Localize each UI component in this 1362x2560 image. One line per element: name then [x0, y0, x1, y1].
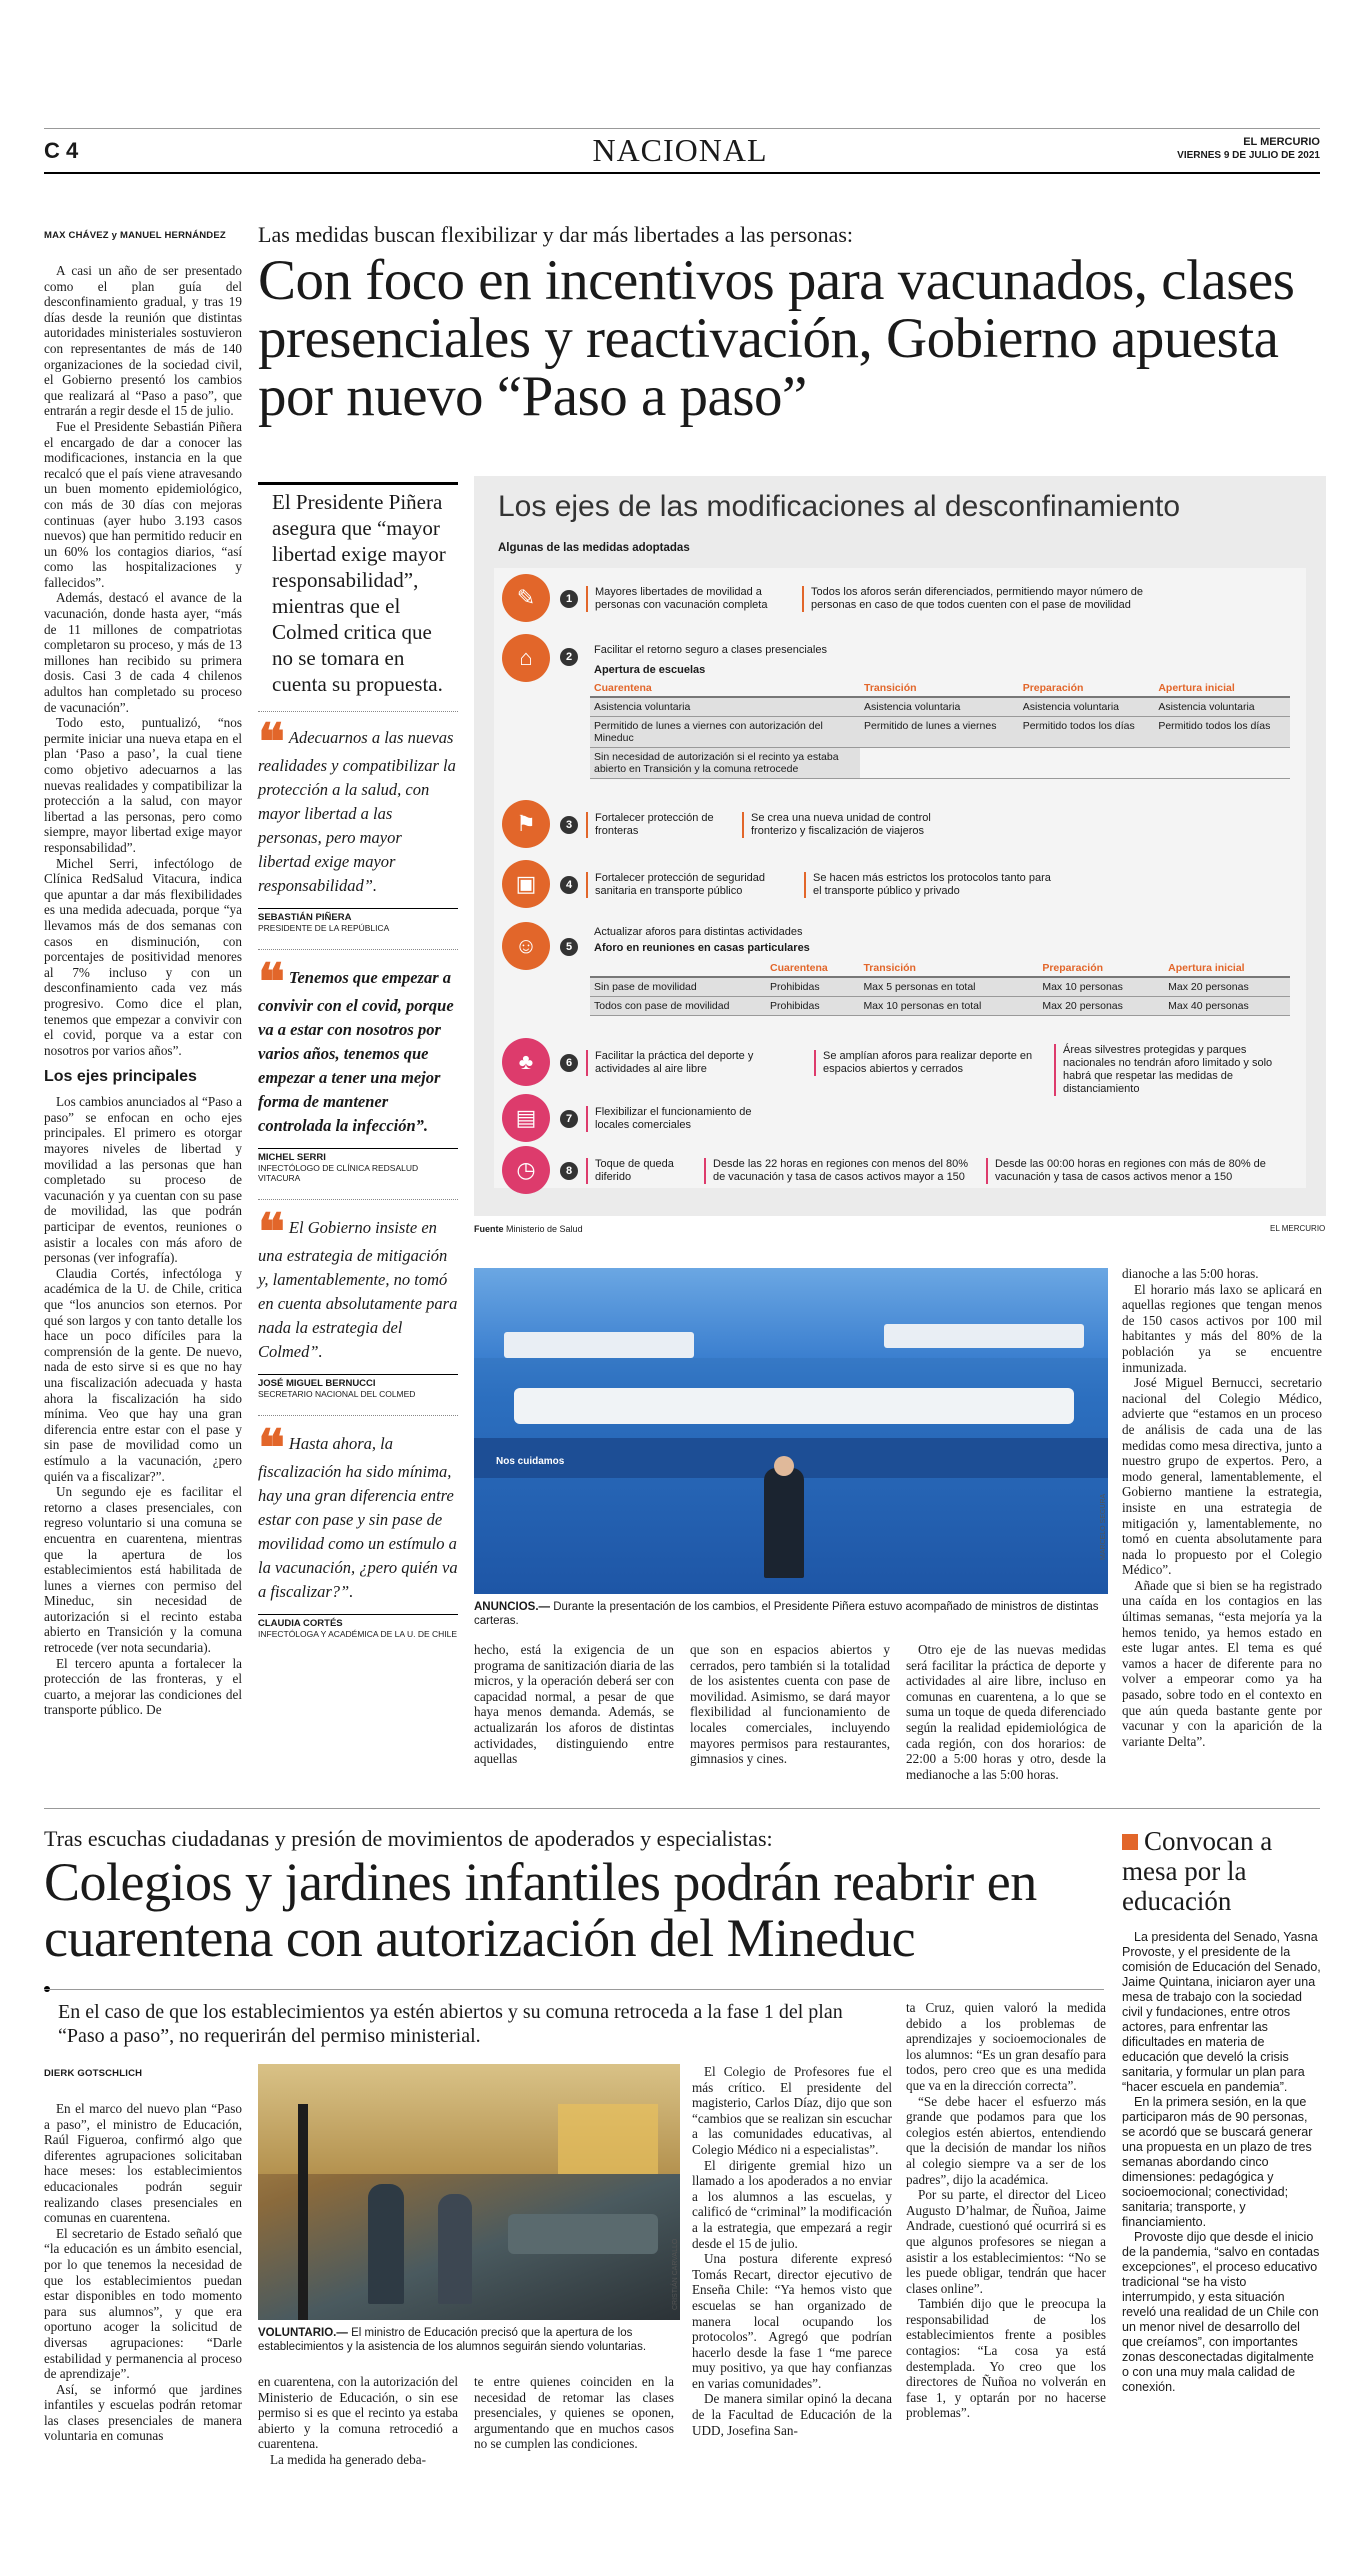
bus-icon: ▣	[502, 860, 550, 908]
sidebar-title	[1122, 1826, 1322, 1916]
paragraph: ta Cruz, quien valoró la medida debido a los problemas de aprendizajes y socioemocionales de los alumnos: “Es un gran desafío para todos, pero creo que es una medida que va en la dirección correcta”.	[906, 2000, 1106, 2093]
paragraph: Provoste dijo que desde el inicio de la pandemia, “salvo en contadas excepciones”, el proceso educativo tradicional “se ha visto interrumpido, y esta situación reveló una realidad de un Chile con un menor nivel de desarrollo del que creíamos”, con importantes zonas desconectadas digitalmente o con una muy mala calidad de conexión.	[1122, 2230, 1320, 2394]
quote-1	[258, 714, 458, 933]
caption-label: VOLUNTARIO.—	[258, 2327, 348, 2339]
caption-text: Durante la presentación de los cambios, el Presidente Piñera estuvo acompañado de ministros de distintas carteras.	[474, 1601, 1099, 1627]
quote-name: JOSÉ MIGUEL BERNUCCI	[258, 1374, 458, 1389]
school-photo	[258, 2064, 680, 2320]
photo-caption	[474, 1600, 1108, 1628]
infographic-brand: EL MERCURIO	[1270, 1224, 1326, 1233]
item-1-detail: Todos los aforos serán diferenciados, permitiendo mayor número de personas en caso de que todos cuenten con el pase de movilidad	[802, 586, 1172, 612]
clock-icon: ◷	[502, 1146, 550, 1194]
border-icon: ⚑	[502, 800, 550, 848]
item-8-measure: Toque de queda diferido	[586, 1158, 696, 1184]
item-4-detail: Se hacen más estrictos los protocolos tanto para el transporte público y privado	[804, 872, 1054, 898]
paper-name: EL MERCURIO	[1243, 136, 1320, 148]
schools-table: Cuarentena Transición Preparación Apertura inicial Asistencia voluntaria Asistencia voluntaria Asistencia voluntaria Asistencia voluntaria Permitido de lunes a viernes con autorización del Mineduc Permitido de lunes a viernes Permitido todos los días Permitido todos los días Sin necesidad de autorización si el recinto ya estaba abierto en Transición y la comuna retrocede	[590, 680, 1290, 779]
paragraph: También dijo que le preocupa la responsabilidad de los establecimientos frente a posibles contagios: “La cosa ya está destemplada. Yo creo que los directores de Ñuñoa no volverán en fase 1, y optarán por no hacerse problemas”.	[906, 2296, 1106, 2421]
paragraph: “Se debe hacer el esfuerzo más grande que podamos para que los colegios estén abiertos, entendiendo que la decisión de mandar los niños al colegio siempre va a ser de los padres”, dijo la académica.	[906, 2093, 1106, 2187]
paragraph: dianoche a las 5:00 horas.	[1122, 1266, 1259, 1281]
deck-text: El Presidente Piñera asegura que “mayor libertad exige mayor responsabilidad”, mientras que el Colmed critica que no se tomara en cuenta su propuesta.	[272, 490, 446, 696]
bottom-kicker: Tras escuchas ciudadanas y presión de movimientos de apoderados y especialistas:	[44, 1826, 773, 1851]
item-8-extra: Desde las 00:00 horas en regiones con más de 80% de vacunación y tasa de casos activos menor a 150	[986, 1158, 1286, 1184]
paragraph: El Colegio de Profesores fue el más crítico. El presidente del magisterio, Carlos Díaz, dijo que son “cambios que se realizan sin escuchar a las comunidades educativas, al Colegio Médico ni a especialistas”.	[692, 2064, 892, 2157]
sidebar-body	[1122, 1930, 1322, 2395]
item-6-extra: Áreas silvestres protegidas y parques nacionales no tendrán aforo limitado y solo habrá que respetar las medidas de distanciamiento	[1054, 1044, 1299, 1096]
page-number: C 4	[44, 138, 79, 163]
item-5-measure: Actualizar aforos para distintas actividades	[594, 926, 803, 938]
quote-name: CLAUDIA CORTÉS	[258, 1614, 458, 1629]
bottom-col-2a	[258, 2374, 458, 2468]
quote-text: Tenemos que empezar a convivir con el covid, porque va a estar con nosotros por varios años, tenemos que empezar a tener una mejor forma de mantener controlada la infección”.	[258, 968, 454, 1135]
bottom-headline: Colegios y jardines infantiles podrán reabrir en cuarentena con autorización del Mineduc	[44, 1852, 1037, 1968]
trees-icon: ♣	[502, 1038, 550, 1086]
school-photo-caption	[258, 2326, 680, 2354]
quote-mark-icon: ❝	[258, 954, 285, 1010]
bottom-col-1	[44, 2068, 242, 2444]
syringe-icon: ✎	[502, 574, 550, 622]
paragraph: te entre quienes coinciden en la necesidad de retomar las clases presenciales, y quienes se oponen, argumentando que en muchos casos no se cumplen las condiciones.	[474, 2374, 674, 2452]
subhead: Los ejes principales	[44, 1068, 197, 1086]
paragraph: José Miguel Bernucci, secretario nacional del Colegio Médico, advierte que “estamos en un proceso de análisis de cada una de las medidas como mesa directiva, junto a nuestro grupo de expertos. Pero, a modo general, lamentablemente, el Gobierno mantiene la estrategia, insiste en una estrategia de mitigación y, lamentablemente, no tomó en cuenta absolutamente para nada lo propuesto por el Colegio Médico”.	[1122, 1375, 1322, 1578]
item-1-measure: Mayores libertades de movilidad a personas con vacunación completa	[586, 586, 796, 612]
item-5-detail: Aforo en reuniones en casas particulares	[594, 942, 810, 954]
quote-mark-icon: ❝	[258, 1420, 285, 1476]
paragraph: En la primera sesión, en la que participaron más de 90 personas, se acordó que se buscará generar una propuesta en un plazo de tres semanas abordando cinco dimensiones: pedagógica y socioemocional; conectividad; sanitaria; transporte, y financiamiento.	[1122, 2095, 1313, 2229]
sidebar-title-text: Convocan a mesa por la educación	[1122, 1826, 1273, 1916]
infographic: Los ejes de las modificaciones al desconfinamiento Algunas de las medidas adoptadas ✎ 1 Mayores libertades de movilidad a personas con vacunación completa Todos los aforos serán diferenciados, permitiendo mayor número de personas en caso de que todos cuenten con el pase de movilidad ⌂ 2 Facilitar el retorno seguro a clases presenciales Apertura de escuelas Cuarentena Transición Preparación Apertura inicial Asistencia voluntaria Asistencia voluntaria Asistencia voluntaria Asistencia voluntaria Permitido de lunes a viernes con autorización del Mineduc Permitido de lunes a viernes Permitido todos los días Permitido todos los días Sin necesidad de autorización si el recinto ya estaba abierto en Transición y la comuna retrocede ⚑ 3 Fortalecer protección de fronteras Se crea una nueva unidad de control fronterizo y fiscalización de viajeros ▣ 4 Fortalecer protección de seguridad sanitaria en transporte público Se hacen más estrictos los protocolos tanto para el transporte público y privado ☺ 5 Actualizar aforos para distintas actividades Aforo en reuniones en casas particulares Cuarentena Transición Preparación Apertura inicial Sin pase de movilidad Prohibidas Max 5 personas en total Max 10 personas Max 20 personas Todos con pase de movilidad Prohibidas Max 10 personas en total Max 20 personas Max 40 personas ♣ 6 Facilitar la práctica del deporte y actividades al aire libre Se amplían aforos para realizar deporte en espacios abiertos y cerrados Áreas silvestres protegidas y parques nacionales no tendrán aforo limitado y solo habrá que respetar las medidas de distanciamiento ▤ 7 Flexibilizar el funcionamiento de locales comerciales ◷ 8 Toque de queda diferido Desde las 22 horas en regiones con menos del 80% de vacunación y tasa de casos activos mayor a 150 Desde las 00:00 horas en regiones con más de 80% de vacunación y tasa de casos activos menor a 150	[474, 476, 1326, 1216]
item-7-measure: Flexibilizar el funcionamiento de locales comerciales	[586, 1106, 786, 1132]
bottom-col-4	[906, 2000, 1106, 2421]
item-2-measure: Facilitar el retorno seguro a clases presenciales	[594, 644, 827, 656]
paragraph: El horario más laxo se aplicará en aquellas regiones que tengan menos de 150 casos activos por 100 mil habitantes y más del 80% de la población ya se encuentre inmunizada.	[1122, 1281, 1322, 1375]
quote-text: Hasta ahora, la fiscalización ha sido mínima, hay una gran diferencia entre estar con pase y sin pase de movilidad como un estímulo a la vacunación, ¿pero quién va a fiscalizar?”.	[258, 1434, 458, 1601]
item-2-detail: Apertura de escuelas	[594, 664, 706, 676]
paragraph: A casi un año de ser presentado como el plan guía del desconfinamiento gradual, y tras 19 días desde la reunión que distintas autoridades ministeriales sostuvieron con representantes de más de 140 organizaciones de la sociedad civil, el Gobierno presentó los cambios que realizará al “Paso a paso”, que entrarán a regir desde el 15 de julio.	[44, 263, 242, 419]
quote-4	[258, 1420, 458, 1639]
shop-icon: ▤	[502, 1094, 550, 1142]
quote-text: Adecuarnos a las nuevas realidades y compatibilizar la protección a la salud, con mayor libertad a las personas, pero mayor libertad exige mayor responsabilidad”.	[258, 728, 456, 895]
people-icon: ☺	[502, 922, 550, 970]
top-col-1	[44, 230, 242, 1718]
item-6-measure: Facilitar la práctica del deporte y actividades al aire libre	[586, 1050, 806, 1076]
quote-text: El Gobierno insiste en una estrategia de mitigación y, lamentablemente, no tomó en cuenta absolutamente para nada la estrategia del Colmed”.	[258, 1218, 458, 1361]
section-title: NACIONAL	[592, 132, 768, 168]
quote-role: INFECTÓLOGA Y ACADÉMICA DE LA U. DE CHILE	[258, 1629, 458, 1639]
paragraph: De manera similar opinó la decana de la Facultad de Educación de la UDD, Josefina San-	[692, 2391, 892, 2438]
top-byline: MAX CHÁVEZ y MANUEL HERNÁNDEZ	[44, 230, 226, 241]
sidebar-box	[1122, 1826, 1322, 2395]
item-3-measure: Fortalecer protección de fronteras	[586, 812, 726, 838]
caption-text: El ministro de Educación precisó que la apertura de los establecimientos y la asistencia de los alumnos seguirán siendo voluntarias.	[258, 2327, 647, 2353]
paragraph: que son en espacios abiertos y cerrados, pero también si la totalidad de los asistentes cuenta con pase de movilidad. Asimismo, se dará mayor flexibilidad al funcionamiento de locales comerciales, incluyendo mayores permisos para restaurantes, gimnasios y cines.	[690, 1642, 890, 1767]
paragraph: Michel Serri, infectólogo de Clínica RedSalud Vitacura, indica que apuntar a dar más flexibilidades es una medida adecuada, porque “ya llevamos más de dos semanas con casos en disminución, con porcentajes de positividad menores al 7% incluso y con un desconfinamiento cada vez más progresivo. Como dice el plan, tenemos que empezar a convivir con el covid, porque va a estar con nosotros por varios años”.	[44, 855, 242, 1058]
paragraph: hecho, está la exigencia de un programa de sanitización diaria de las micros, y la operación deberá ser con capacidad normal, a pesar de que haya menos demanda. Además, se actualizarán los aforos de distintas actividades, distinguiendo entre aquellas	[474, 1642, 674, 1767]
paragraph: Además, destacó el avance de la vacunación, donde hasta ayer, “más de 11 millones de compatriotas completaron su proceso, y más de 13 millones han recibido su primera dosis. Casi 3 de cada 4 chilenos adultos han completado su proceso de vacunación”.	[44, 590, 242, 715]
bottom-col-3	[692, 2064, 892, 2438]
bottom-col-2b	[474, 2374, 674, 2452]
bottom-byline: DIERK GOTSCHLICH	[44, 2068, 143, 2079]
paragraph: El dirigente gremial hizo un llamado a los apoderados a no enviar a los alumnos a las escuelas, y calificó de “criminal” la modificación a la estrategia, que empezará a regir desde el 15 de julio.	[692, 2157, 892, 2251]
paragraph: Un segundo eje es facilitar el retorno a clases presenciales, con regreso voluntario si una comuna se encuentra en cuarentena, mientras que la apertura de los establecimientos está habilitada de lunes a viernes con permiso del Mineduc, sin necesidad de autorización si el recinto estaba abierto en Transición y la comuna retrocede (ver nota secundaria).	[44, 1484, 242, 1656]
top-col-mid-3	[906, 1642, 1106, 1782]
issue-date: VIERNES 9 DE JULIO DE 2021	[1177, 150, 1320, 161]
square-bullet-icon	[1122, 1834, 1138, 1850]
quote-mark-icon: ❝	[258, 714, 285, 770]
announcement-photo	[474, 1268, 1108, 1594]
quote-role: PRESIDENTE DE LA REPÚBLICA	[258, 923, 390, 933]
infographic-source	[474, 1224, 583, 1234]
source-text: Ministerio de Salud	[506, 1224, 583, 1234]
quote-name: SEBASTIÁN PIÑERA	[258, 908, 458, 923]
infographic-subtitle: Algunas de las medidas adoptadas	[498, 542, 690, 554]
paragraph: El tercero apunta a fortalecer la protección de las fronteras, y el cuarto, a mejorar las condiciones del transporte público. De	[44, 1655, 242, 1718]
quote-name: MICHEL SERRI	[258, 1148, 458, 1163]
source-label: Fuente	[474, 1224, 504, 1234]
paragraph: Todo esto, puntualizó, “nos permite iniciar una nueva etapa en el plan ‘Paso a paso’, la cual tiene como objetivo adecuarnos a las nuevas realidades y compatibilizar la protección a la salud, con mayor libertad a las personas, pero como siempre, mayor libertad exige mayor responsabilidad”.	[44, 715, 242, 855]
paragraph: Así, se informó que jardines infantiles y escuelas podrán retomar las clases presenciales de manera voluntaria en comunas	[44, 2381, 242, 2444]
item-6-detail: Se amplían aforos para realizar deporte en espacios abiertos y cerrados	[814, 1050, 1044, 1076]
paragraph: El secretario de Estado señaló que “la educación es un ámbito esencial, por lo que tenemos la necesidad de que los establecimientos puedan estar disponibles en todo momento para sus alumnos”, y que era oportuno acoger la solicitud de diversas agrupaciones: “Darle estabilidad y permanencia al proceso de aprendizaje”.	[44, 2225, 242, 2382]
paragraph: En el marco del nuevo plan “Paso a paso”, el ministro de Educación, Raúl Figueroa, confirmó algo que diferentes agrupaciones solicitaban hace meses: los establecimientos educacionales podrán seguir realizando clases presenciales en comunas en cuarentena.	[44, 2101, 242, 2226]
photo-banner: Nos cuidamos	[496, 1456, 565, 1467]
item-3-detail: Se crea una nueva unidad de control fronterizo y fiscalización de viajeros	[742, 812, 972, 838]
homes-table: Cuarentena Transición Preparación Apertura inicial Sin pase de movilidad Prohibidas Max 5 personas en total Max 10 personas Max 20 personas Todos con pase de movilidad Prohibidas Max 10 personas en total Max 20 personas Max 40 personas	[590, 960, 1290, 1016]
deck	[258, 482, 458, 697]
top-col-right	[1122, 1266, 1322, 1749]
quote-3	[258, 1204, 458, 1399]
bottom-deck: En el caso de que los establecimientos ya estén abiertos y su comuna retroceda a la fase 1 del plan “Paso a paso”, no requerirán del permiso ministerial.	[58, 2001, 843, 2047]
quote-role: SECRETARIO NACIONAL DEL COLMED	[258, 1389, 416, 1399]
top-headline: Con foco en incentivos para vacunados, clases presenciales y reactivación, Gobierno apuesta por nuevo “Paso a paso”	[258, 249, 1295, 428]
paragraph: Otro eje de las nuevas medidas será facilitar la práctica de deporte y actividades al aire libre, incluso en comunas en cuarentena, a lo que se suma un toque de queda diferenciado según la realidad epidemiológica de cada región, con dos horarios: de 22:00 a 5:00 horas y otro, desde la medianoche a las 5:00 horas.	[906, 1642, 1106, 1782]
paragraph: La medida ha generado deba-	[270, 2451, 426, 2467]
paragraph: La presidenta del Senado, Yasna Provoste, y el presidente de la comisión de Educación del Senado, Jaime Quintana, iniciaron ayer una mesa de trabajo con la sociedad civil y fundaciones, entre otros actores, para enfrentar las dificultades en materia de educación que develó la crisis sanitaria, y formular un plan para “hacer escuela en pandemia”.	[1122, 1930, 1321, 2094]
item-8-detail: Desde las 22 horas en regiones con menos del 80% de vacunación y tasa de casos activos mayor a 150	[704, 1158, 974, 1184]
deck-column	[258, 482, 458, 1639]
school-photo-credit: CRISTIÁN CARVALLO	[672, 2238, 679, 2310]
top-kicker: Las medidas buscan flexibilizar y dar más libertades a las personas:	[258, 222, 854, 247]
school-icon: ⌂	[502, 634, 550, 682]
top-col-mid-2	[690, 1642, 890, 1767]
photo-credit: MARCELO SEGURA	[1100, 1493, 1107, 1560]
paragraph: Una postura diferente expresó Tomás Recart, director ejecutivo de Enseña Chile: “Ya hemos visto que escuelas se han organizado de manera local ocupando los protocolos”. Agregó que podrían hacerlo desde la fase 1 “me parece muy positivo, ya que hay confianzas en varias comunidades”.	[692, 2251, 892, 2391]
infographic-title: Los ejes de las modificaciones al desconfinamiento	[498, 490, 1181, 523]
paragraph: Fue el Presidente Sebastián Piñera el encargado de dar a conocer las modificaciones, instancia en la que recalcó que el país viene atravesando un buen momento epidemiológico, con más de 30 días con mejoras continuas (ayer hubo 3.193 casos nuevos) que han permitido reducir en un 60% los contagios diarios, “así como las hospitalizaciones y fallecidos”.	[44, 418, 242, 590]
paragraph: en cuarentena, con la autorización del Ministerio de Educación, o sin ese permiso si es que el recinto ya estaba abierto y la comuna retrocedió a cuarentena.	[258, 2374, 458, 2452]
paragraph: Los cambios anunciados al “Paso a paso” se enfocan en ocho ejes principales. El primero es otorgar mayores niveles de libertad y movilidad a las personas que han completado su proceso de vacunación y ya cuentan con su pase de movilidad, las que podrán participar de eventos, reuniones o asistir a locales con más aforo de personas (ver infografía).	[44, 1094, 242, 1266]
quote-role: INFECTÓLOGO DE CLÍNICA REDSALUD VITACURA	[258, 1163, 419, 1183]
item-4-measure: Fortalecer protección de seguridad sanitaria en transporte público	[586, 872, 796, 898]
top-col-mid-1	[474, 1642, 674, 1767]
paragraph: Añade que si bien se ha registrado una caída en los contagios en las últimas semanas, “esta mejoría ya la hemos tenido, ya hemos estado en este lugar antes. El tema es qué vamos a hacer de diferente para no volver a empeorar como ya ha pasado, sobre todo en el contexto en que aún queda bastante gente por vacunar y con la aparición de la variante Delta”.	[1122, 1577, 1322, 1749]
quote-mark-icon: ❝	[258, 1204, 285, 1260]
quote-2	[258, 954, 458, 1183]
caption-label: ANUNCIOS.—	[474, 1601, 551, 1613]
paragraph: Claudia Cortés, infectóloga y académica de la U. de Chile, critica que “los anuncios son eternos. Por qué son largos y con tanto detalle los hace un poco difíciles para la comprensión de la gente. De nuevo, nada de esto sirve si es que no hay una fiscalización adecuada y hasta ahora la fiscalización ha sido mínima. Veo que hay una gran diferencia entre estar con el pase y sin pase de movilidad como un estímulo a la vacunación, ¿pero quién va a fiscalizar?”.	[44, 1265, 242, 1484]
paragraph: Por su parte, el director del Liceo Augusto D’halmar, de Ñuñoa, Jaime Andrade, cuestionó qué ocurrirá si es que algunos profesores se niegan a asistir a los establecimientos: “No se les puede obligar, tendrán que hacer clases online”.	[906, 2187, 1106, 2296]
